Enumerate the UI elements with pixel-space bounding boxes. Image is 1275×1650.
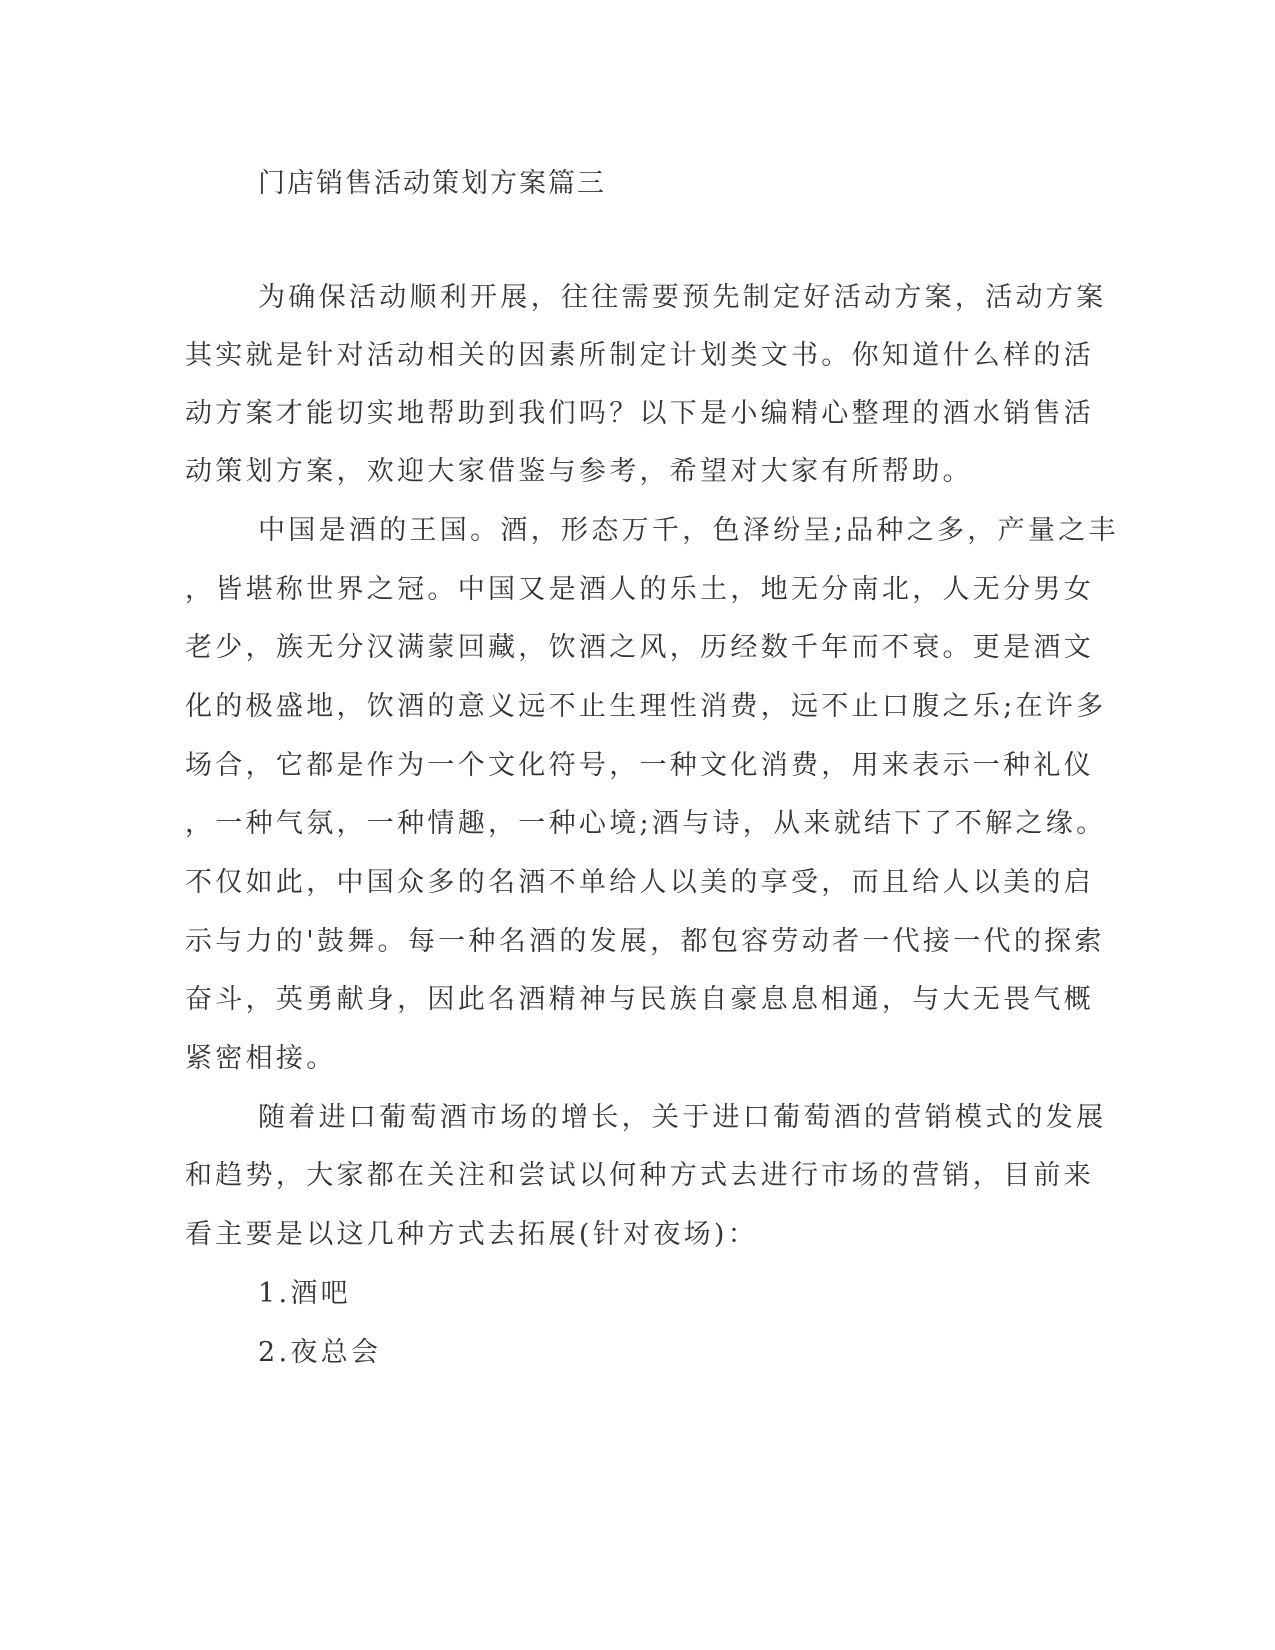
list-item-2: 2.夜总会 <box>258 1337 382 1368</box>
paragraph-3-line-2: 和趋势，大家都在关注和尝试以何种方式去进行市场的营销，目前来 <box>185 1160 1094 1191</box>
paragraph-2-line-5: 场合，它都是作为一个文化符号，一种文化消费，用来表示一种礼仪 <box>185 750 1094 781</box>
paragraph-2-line-10: 紧密相接。 <box>185 1043 337 1074</box>
paragraph-2-line-6: ，一种气氛，一种情趣，一种心境;酒与诗，从来就结下了不解之缘。 <box>185 808 1107 839</box>
paragraph-1-line-3: 动方案才能切实地帮助到我们吗？以下是小编精心整理的酒水销售活 <box>185 398 1094 429</box>
paragraph-3-line-3: 看主要是以这几种方式去拓展(针对夜场)： <box>185 1219 759 1250</box>
paragraph-3-line-1: 随着进口葡萄酒市场的增长，关于进口葡萄酒的营销模式的发展 <box>258 1102 1107 1133</box>
paragraph-2-line-2: ，皆堪称世界之冠。中国又是酒人的乐土，地无分南北，人无分男女 <box>185 574 1094 605</box>
paragraph-2-line-9: 奋斗，英勇献身，因此名酒精神与民族自豪息息相通，与大无畏气概 <box>185 984 1094 1015</box>
paragraph-2-line-7: 不仅如此，中国众多的名酒不单给人以美的享受，而且给人以美的启 <box>185 867 1094 898</box>
paragraph-1-line-2: 其实就是针对活动相关的因素所制定计划类文书。你知道什么样的活 <box>185 340 1094 371</box>
section-heading: 门店销售活动策划方案篇三 <box>258 168 606 199</box>
paragraph-1-line-1: 为确保活动顺利开展，往往需要预先制定好活动方案，活动方案 <box>258 282 1107 313</box>
paragraph-2-line-1: 中国是酒的王国。酒，形态万千，色泽纷呈;品种之多，产量之丰 <box>258 515 1119 546</box>
paragraph-2-line-8: 示与力的'鼓舞。每一种名酒的发展，都包容劳动者一代接一代的探索 <box>185 926 1105 957</box>
paragraph-2-line-3: 老少，族无分汉满蒙回藏，饮酒之风，历经数千年而不衰。更是酒文 <box>185 632 1094 663</box>
paragraph-1-line-4: 动策划方案，欢迎大家借鉴与参考，希望对大家有所帮助。 <box>185 456 973 487</box>
list-item-1: 1.酒吧 <box>258 1278 351 1309</box>
paragraph-2-line-4: 化的极盛地，饮酒的意义远不止生理性消费，远不止口腹之乐;在许多 <box>185 691 1107 722</box>
